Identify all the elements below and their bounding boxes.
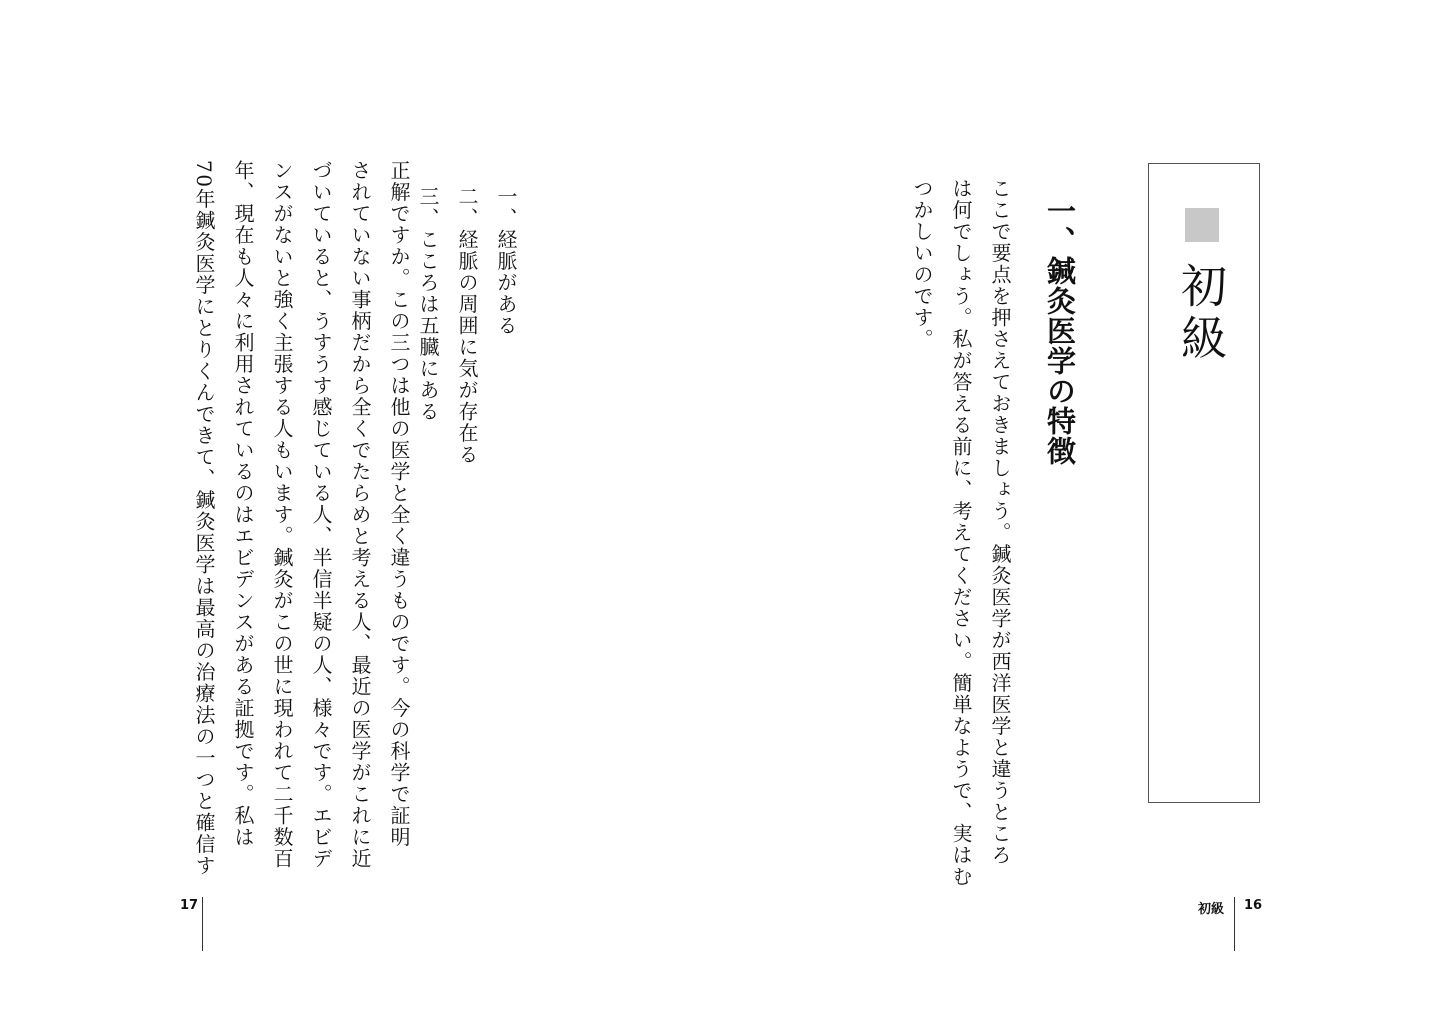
list-item: 三、こころは五臓にある [416, 186, 440, 423]
left-body-text [184, 160, 418, 876]
body-line: は何でしょう。私が答える前に、考えてください。簡単なようで、実はむ [949, 178, 973, 888]
footer-divider [202, 897, 203, 951]
right-body-text [902, 178, 1019, 888]
body-line: 70年鍼灸医学にとりくんできて、鍼灸医学は最高の治療法の一つと確信す [192, 160, 216, 877]
body-line: ここで要点を押さえておきましょう。鍼灸医学が西洋医学と違うところ [988, 178, 1012, 866]
right-page [720, 0, 1440, 1018]
body-line: づいていると、うすうす感じている人、半信半疑の人、様々です。エビデ [309, 160, 333, 870]
list-item: 一、経脈がある [494, 186, 518, 337]
section-heading: 一、鍼灸医学の特徴 [1043, 196, 1077, 466]
body-line: つかしいのです。 [910, 178, 934, 350]
body-line: ンスがないと強く主張する人もいます。鍼灸がこの世に現われて二千数百 [270, 160, 294, 870]
chapter-marker-square [1185, 208, 1219, 242]
page-number: 17 [180, 898, 199, 913]
body-line: されていない事柄だから全くでたらめと考える人、最近の医学がこれに近 [348, 160, 372, 870]
list-item: 二、経脈の周囲に気が存在る [455, 186, 479, 466]
numbered-list [408, 186, 525, 466]
chapter-title: 初級 [1174, 262, 1228, 366]
footer-divider [1234, 897, 1235, 951]
body-line: 年、現在も人々に利用されているのはエビデンスがある証拠です。私は [231, 160, 255, 848]
chapter-title-box [1148, 163, 1260, 803]
body-line: 正解ですか。この三つは他の医学と全く違うものです。今の科学で証明 [387, 160, 411, 848]
running-footer-label: 初級 [1198, 902, 1225, 917]
page-number: 16 [1244, 898, 1263, 913]
